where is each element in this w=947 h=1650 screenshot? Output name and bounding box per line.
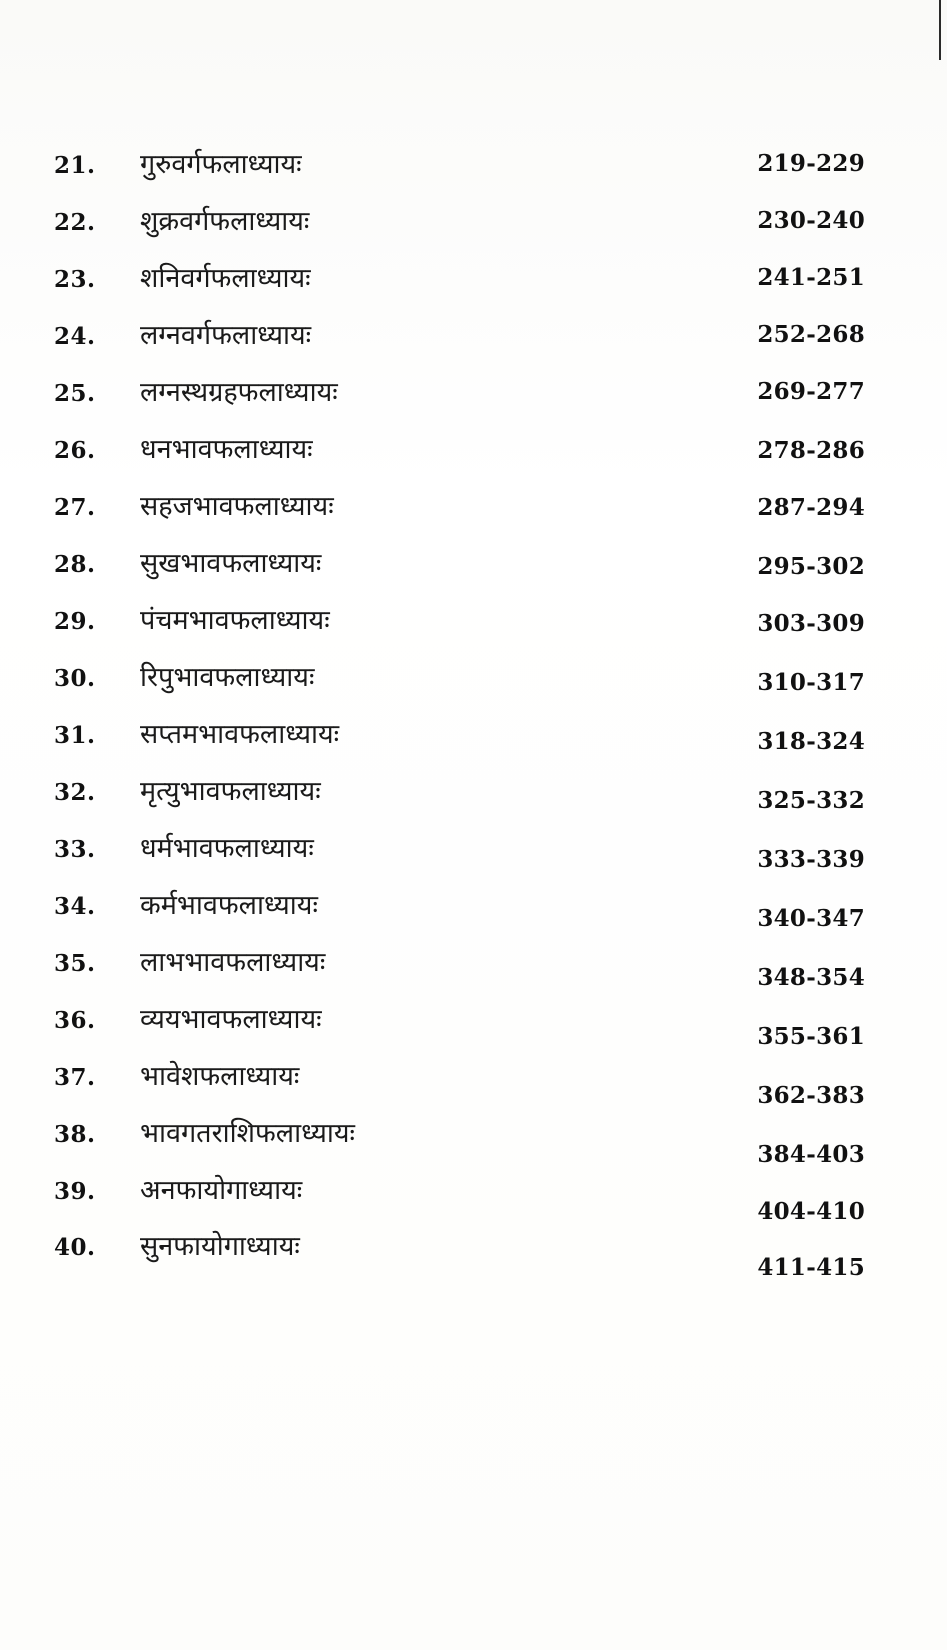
toc-entry (0, 997, 947, 1050)
entry-pages: 230-240 (757, 207, 865, 234)
entry-number: 22. (54, 209, 96, 236)
toc-entry (0, 1111, 947, 1168)
entry-pages: 355-361 (757, 1023, 865, 1050)
toc-entry (0, 826, 947, 876)
toc-entry (0, 598, 947, 648)
entry-pages: 411-415 (757, 1254, 865, 1281)
entry-pages: 295-302 (757, 553, 865, 580)
entry-title: कर्मभावफलाध्यायः (140, 890, 318, 921)
entry-pages: 362-383 (757, 1082, 865, 1109)
entry-title: सप्तमभावफलाध्यायः (140, 719, 340, 750)
toc-entry (0, 541, 947, 591)
toc-entry (0, 655, 947, 705)
entry-number: 37. (54, 1064, 96, 1091)
toc-entry (0, 712, 947, 762)
entry-number: 39. (54, 1178, 96, 1205)
entry-number: 26. (54, 437, 96, 464)
entry-number: 40. (54, 1234, 96, 1261)
toc-entry (0, 484, 947, 534)
entry-pages: 384-403 (757, 1141, 865, 1168)
entry-number: 21. (54, 152, 96, 179)
entry-number: 30. (54, 665, 96, 692)
entry-number: 36. (54, 1007, 96, 1034)
entry-number: 38. (54, 1121, 96, 1148)
toc-entry (0, 313, 947, 363)
entry-pages: 287-294 (757, 494, 865, 521)
entry-title: गुरुवर्गफलाध्यायः (140, 149, 302, 180)
toc-entry (0, 883, 947, 933)
entry-pages: 333-339 (757, 846, 865, 873)
toc-entry (0, 142, 947, 192)
toc-entry (0, 1054, 947, 1109)
toc-entry (0, 256, 947, 306)
entry-number: 35. (54, 950, 96, 977)
entry-title: लग्नस्थग्रहफलाध्यायः (140, 377, 338, 408)
entry-number: 23. (54, 266, 96, 293)
entry-title: सुनफायोगाध्यायः (140, 1231, 300, 1262)
entry-pages: 340-347 (757, 905, 865, 932)
entry-title: भावेशफलाध्यायः (140, 1061, 300, 1092)
entry-title: सहजभावफलाध्यायः (140, 491, 334, 522)
entry-number: 27. (54, 494, 96, 521)
entry-pages: 325-332 (757, 787, 865, 814)
entry-pages: 310-317 (757, 669, 865, 696)
entry-pages: 318-324 (757, 728, 865, 755)
entry-title: रिपुभावफलाध्यायः (140, 662, 315, 693)
entry-title: मृत्युभावफलाध्यायः (140, 776, 321, 807)
entry-title: भावगतराशिफलाध्यायः (140, 1118, 356, 1149)
entry-pages: 303-309 (757, 610, 865, 637)
entry-number: 33. (54, 836, 96, 863)
entry-number: 29. (54, 608, 96, 635)
entry-title: धर्मभावफलाध्यायः (140, 833, 314, 864)
entry-number: 32. (54, 779, 96, 806)
entry-pages: 278-286 (757, 437, 865, 464)
entry-number: 25. (54, 380, 96, 407)
toc-entry (0, 1168, 947, 1225)
entry-title: शुक्रवर्गफलाध्यायः (140, 206, 310, 237)
entry-title: पंचमभावफलाध्यायः (140, 605, 330, 636)
entry-number: 28. (54, 551, 96, 578)
entry-pages: 219-229 (757, 150, 865, 177)
entry-title: शनिवर्गफलाध्यायः (140, 263, 311, 294)
entry-title: लाभभावफलाध्यायः (140, 947, 326, 978)
entry-pages: 252-268 (757, 321, 865, 348)
entry-title: सुखभावफलाध्यायः (140, 548, 322, 579)
toc-entry (0, 940, 947, 990)
entry-number: 34. (54, 893, 96, 920)
entry-pages: 241-251 (757, 264, 865, 291)
toc-entry (0, 769, 947, 819)
entry-title: लग्नवर्गफलाध्यायः (140, 320, 312, 351)
toc-entry (0, 370, 947, 420)
toc-entry (0, 1224, 947, 1281)
entry-pages: 348-354 (757, 964, 865, 991)
toc-entry (0, 427, 947, 477)
page-edge-mark (939, 0, 941, 60)
entry-pages: 404-410 (757, 1198, 865, 1225)
entry-title: अनफायोगाध्यायः (140, 1175, 303, 1206)
toc-entry (0, 199, 947, 249)
entry-pages: 269-277 (757, 378, 865, 405)
entry-number: 31. (54, 722, 96, 749)
entry-title: व्ययभावफलाध्यायः (140, 1004, 322, 1035)
entry-title: धनभावफलाध्यायः (140, 434, 313, 465)
entry-number: 24. (54, 323, 96, 350)
